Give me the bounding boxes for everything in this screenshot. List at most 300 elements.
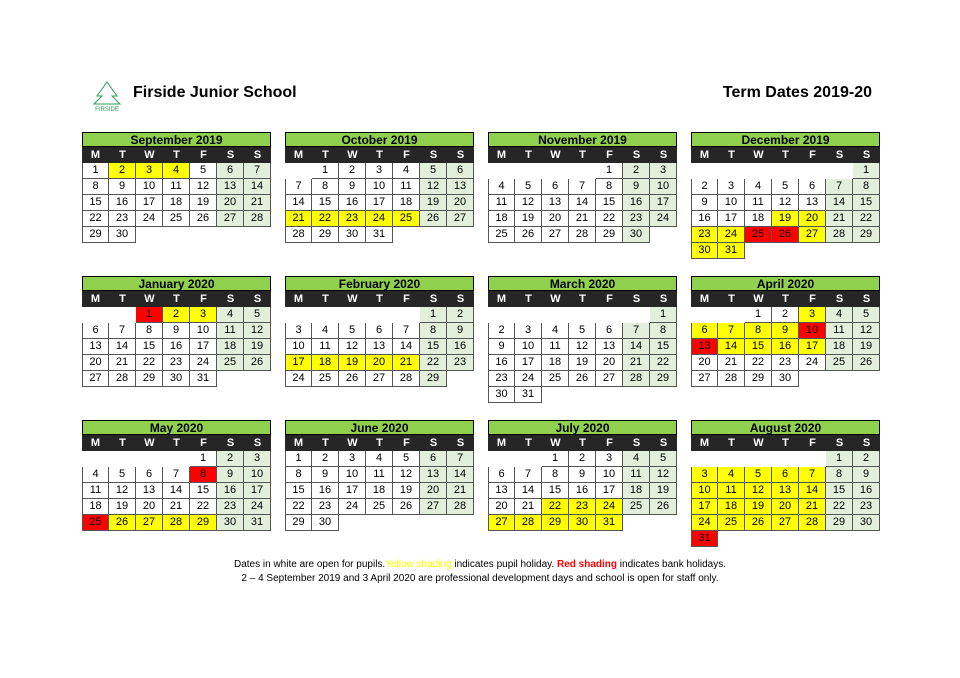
weekday-header: T	[772, 147, 799, 163]
day-cell: 1	[826, 451, 853, 467]
day-cell: 16	[772, 339, 799, 355]
empty-cell	[515, 307, 542, 323]
empty-cell	[515, 163, 542, 179]
day-cell: 14	[447, 467, 474, 483]
empty-cell	[691, 451, 718, 467]
day-cell: 2	[447, 307, 474, 323]
month-title: April 2020	[691, 276, 880, 291]
day-cell: 20	[447, 195, 474, 211]
month-days-grid	[488, 291, 677, 403]
day-cell: 9	[691, 195, 718, 211]
weekday-header: T	[366, 147, 393, 163]
weekday-header: S	[826, 147, 853, 163]
legend-end-text: indicates bank holidays.	[617, 559, 726, 570]
month-days-grid	[285, 435, 474, 531]
day-cell: 15	[826, 483, 853, 499]
weekday-header: T	[109, 435, 136, 451]
day-cell: 4	[718, 467, 745, 483]
day-cell: 26	[109, 515, 136, 531]
weekday-header: W	[745, 147, 772, 163]
weekday-header: S	[853, 291, 880, 307]
day-cell: 20	[691, 355, 718, 371]
weekday-header: S	[853, 147, 880, 163]
weekday-header: T	[718, 291, 745, 307]
day-cell: 14	[799, 483, 826, 499]
day-cell: 10	[339, 467, 366, 483]
weekday-header: S	[623, 435, 650, 451]
day-cell: 23	[853, 499, 880, 515]
month-calendar	[82, 276, 271, 387]
weekday-header: M	[82, 147, 109, 163]
day-cell: 4	[826, 307, 853, 323]
day-cell: 24	[339, 499, 366, 515]
month-title: February 2020	[285, 276, 474, 291]
weekday-header: T	[515, 435, 542, 451]
day-cell: 14	[718, 339, 745, 355]
weekday-header: S	[447, 291, 474, 307]
day-cell: 23	[691, 227, 718, 243]
day-cell: 14	[623, 339, 650, 355]
day-cell: 19	[745, 499, 772, 515]
day-cell: 12	[190, 179, 217, 195]
month-title: March 2020	[488, 276, 677, 291]
weekday-header: S	[623, 291, 650, 307]
day-cell: 28	[393, 371, 420, 387]
day-cell: 7	[285, 179, 312, 195]
calendar-grid	[82, 132, 882, 544]
month-days-grid	[82, 147, 271, 243]
empty-cell	[488, 307, 515, 323]
day-cell: 28	[799, 515, 826, 531]
weekday-header: M	[82, 291, 109, 307]
day-cell: 16	[691, 211, 718, 227]
day-cell: 26	[420, 211, 447, 227]
day-cell: 2	[569, 451, 596, 467]
month-title: November 2019	[488, 132, 677, 147]
day-cell: 15	[312, 195, 339, 211]
day-cell: 1	[542, 451, 569, 467]
empty-cell	[542, 307, 569, 323]
day-cell: 9	[569, 467, 596, 483]
day-cell: 9	[447, 323, 474, 339]
day-cell: 17	[650, 195, 677, 211]
day-cell: 4	[217, 307, 244, 323]
day-cell: 11	[366, 467, 393, 483]
day-cell: 28	[623, 371, 650, 387]
empty-cell	[745, 451, 772, 467]
day-cell: 30	[772, 371, 799, 387]
day-cell: 21	[447, 483, 474, 499]
day-cell: 14	[515, 483, 542, 499]
day-cell: 29	[853, 227, 880, 243]
weekday-header: T	[366, 291, 393, 307]
weekday-header: M	[488, 291, 515, 307]
empty-cell	[82, 451, 109, 467]
day-cell: 2	[163, 307, 190, 323]
legend-white-text: Dates in white are open for pupils.	[234, 559, 386, 570]
weekday-header: S	[244, 291, 271, 307]
day-cell: 12	[393, 467, 420, 483]
day-cell: 18	[826, 339, 853, 355]
day-cell: 29	[542, 515, 569, 531]
month-calendar	[285, 132, 474, 243]
day-cell: 19	[109, 499, 136, 515]
day-cell: 1	[312, 163, 339, 179]
day-cell: 25	[623, 499, 650, 515]
weekday-header: W	[542, 147, 569, 163]
day-cell: 16	[339, 195, 366, 211]
day-cell: 28	[109, 371, 136, 387]
weekday-header: T	[515, 147, 542, 163]
day-cell: 26	[745, 515, 772, 531]
day-cell: 21	[799, 499, 826, 515]
day-cell: 26	[853, 355, 880, 371]
day-cell: 30	[217, 515, 244, 531]
day-cell: 27	[691, 371, 718, 387]
day-cell: 5	[650, 451, 677, 467]
day-cell: 6	[596, 323, 623, 339]
weekday-header: T	[718, 147, 745, 163]
day-cell: 29	[82, 227, 109, 243]
day-cell: 8	[190, 467, 217, 483]
weekday-header: M	[488, 147, 515, 163]
day-cell: 16	[853, 483, 880, 499]
day-cell: 18	[488, 211, 515, 227]
day-cell: 22	[826, 499, 853, 515]
weekday-header: S	[217, 291, 244, 307]
month-calendar	[285, 420, 474, 531]
day-cell: 29	[826, 515, 853, 531]
day-cell: 6	[366, 323, 393, 339]
day-cell: 11	[718, 483, 745, 499]
day-cell: 17	[136, 195, 163, 211]
empty-cell	[799, 451, 826, 467]
day-cell: 12	[853, 323, 880, 339]
day-cell: 31	[718, 243, 745, 259]
day-cell: 8	[853, 179, 880, 195]
day-cell: 19	[420, 195, 447, 211]
month-title: January 2020	[82, 276, 271, 291]
weekday-header: T	[515, 291, 542, 307]
day-cell: 9	[312, 467, 339, 483]
empty-cell	[393, 307, 420, 323]
day-cell: 18	[366, 483, 393, 499]
day-cell: 3	[339, 451, 366, 467]
day-cell: 18	[718, 499, 745, 515]
weekday-header: S	[420, 291, 447, 307]
month-title: May 2020	[82, 420, 271, 435]
day-cell: 21	[826, 211, 853, 227]
weekday-header: F	[393, 147, 420, 163]
empty-cell	[339, 307, 366, 323]
day-cell: 8	[596, 179, 623, 195]
month-calendar	[488, 132, 677, 243]
day-cell: 2	[623, 163, 650, 179]
day-cell: 8	[420, 323, 447, 339]
month-days-grid	[691, 291, 880, 387]
day-cell: 9	[772, 323, 799, 339]
day-cell: 14	[109, 339, 136, 355]
day-cell: 13	[217, 179, 244, 195]
day-cell: 5	[569, 323, 596, 339]
weekday-header: T	[163, 147, 190, 163]
day-cell: 27	[420, 499, 447, 515]
day-cell: 29	[745, 371, 772, 387]
day-cell: 18	[542, 355, 569, 371]
day-cell: 18	[312, 355, 339, 371]
month-title: August 2020	[691, 420, 880, 435]
day-cell: 5	[109, 467, 136, 483]
page-title: Term Dates 2019-20	[722, 84, 872, 101]
weekday-header: F	[190, 147, 217, 163]
empty-cell	[772, 451, 799, 467]
month-calendar	[691, 132, 880, 259]
day-cell: 19	[190, 195, 217, 211]
day-cell: 30	[853, 515, 880, 531]
month-calendar	[691, 420, 880, 547]
day-cell: 24	[366, 211, 393, 227]
day-cell: 21	[109, 355, 136, 371]
day-cell: 8	[82, 179, 109, 195]
day-cell: 17	[285, 355, 312, 371]
day-cell: 15	[745, 339, 772, 355]
month-days-grid	[691, 435, 880, 547]
day-cell: 24	[244, 499, 271, 515]
legend-red-text: Red shading	[557, 559, 618, 570]
empty-cell	[569, 307, 596, 323]
day-cell: 19	[853, 339, 880, 355]
day-cell: 25	[82, 515, 109, 531]
day-cell: 2	[691, 179, 718, 195]
day-cell: 23	[109, 211, 136, 227]
day-cell: 14	[285, 195, 312, 211]
empty-cell	[718, 451, 745, 467]
day-cell: 28	[826, 227, 853, 243]
day-cell: 10	[136, 179, 163, 195]
weekday-header: W	[542, 435, 569, 451]
day-cell: 21	[244, 195, 271, 211]
day-cell: 13	[82, 339, 109, 355]
day-cell: 26	[244, 355, 271, 371]
day-cell: 25	[312, 371, 339, 387]
day-cell: 20	[217, 195, 244, 211]
school-logo	[88, 80, 126, 114]
day-cell: 25	[217, 355, 244, 371]
weekday-header: S	[447, 435, 474, 451]
day-cell: 2	[339, 163, 366, 179]
day-cell: 20	[799, 211, 826, 227]
day-cell: 25	[745, 227, 772, 243]
day-cell: 5	[244, 307, 271, 323]
weekday-header: F	[190, 291, 217, 307]
day-cell: 4	[82, 467, 109, 483]
day-cell: 3	[650, 163, 677, 179]
day-cell: 31	[190, 371, 217, 387]
day-cell: 17	[339, 483, 366, 499]
empty-cell	[691, 163, 718, 179]
day-cell: 12	[420, 179, 447, 195]
day-cell: 13	[488, 483, 515, 499]
day-cell: 9	[853, 467, 880, 483]
weekday-header: W	[339, 435, 366, 451]
day-cell: 11	[163, 179, 190, 195]
day-cell: 17	[515, 355, 542, 371]
day-cell: 14	[163, 483, 190, 499]
day-cell: 10	[244, 467, 271, 483]
day-cell: 1	[650, 307, 677, 323]
month-days-grid	[488, 147, 677, 243]
day-cell: 22	[650, 355, 677, 371]
day-cell: 6	[217, 163, 244, 179]
weekday-header: S	[420, 435, 447, 451]
day-cell: 25	[163, 211, 190, 227]
day-cell: 14	[826, 195, 853, 211]
day-cell: 23	[339, 211, 366, 227]
day-cell: 22	[420, 355, 447, 371]
day-cell: 12	[745, 483, 772, 499]
empty-cell	[691, 307, 718, 323]
weekday-header: T	[109, 147, 136, 163]
day-cell: 27	[447, 211, 474, 227]
day-cell: 8	[745, 323, 772, 339]
day-cell: 21	[515, 499, 542, 515]
month-calendar	[488, 276, 677, 403]
weekday-header: W	[136, 147, 163, 163]
weekday-header: S	[623, 147, 650, 163]
day-cell: 13	[772, 483, 799, 499]
day-cell: 18	[623, 483, 650, 499]
weekday-header: W	[339, 147, 366, 163]
day-cell: 15	[136, 339, 163, 355]
day-cell: 24	[596, 499, 623, 515]
day-cell: 26	[515, 227, 542, 243]
weekday-header: T	[312, 147, 339, 163]
month-days-grid	[82, 291, 271, 387]
day-cell: 5	[339, 323, 366, 339]
day-cell: 17	[190, 339, 217, 355]
weekday-header: T	[312, 435, 339, 451]
weekday-header: M	[691, 147, 718, 163]
day-cell: 12	[244, 323, 271, 339]
day-cell: 17	[691, 499, 718, 515]
day-cell: 7	[447, 451, 474, 467]
month-days-grid	[691, 147, 880, 259]
weekday-header: T	[366, 435, 393, 451]
day-cell: 23	[447, 355, 474, 371]
day-cell: 22	[596, 211, 623, 227]
day-cell: 25	[542, 371, 569, 387]
empty-cell	[163, 451, 190, 467]
weekday-header: S	[650, 435, 677, 451]
weekday-header: F	[799, 147, 826, 163]
day-cell: 10	[718, 195, 745, 211]
day-cell: 12	[569, 339, 596, 355]
day-cell: 11	[745, 195, 772, 211]
day-cell: 3	[799, 307, 826, 323]
day-cell: 30	[109, 227, 136, 243]
weekday-header: T	[718, 435, 745, 451]
day-cell: 5	[772, 179, 799, 195]
day-cell: 3	[515, 323, 542, 339]
day-cell: 5	[515, 179, 542, 195]
day-cell: 30	[691, 243, 718, 259]
weekday-header: F	[596, 147, 623, 163]
day-cell: 8	[285, 467, 312, 483]
day-cell: 1	[420, 307, 447, 323]
day-cell: 17	[244, 483, 271, 499]
day-cell: 13	[799, 195, 826, 211]
day-cell: 23	[312, 499, 339, 515]
month-days-grid	[285, 291, 474, 387]
day-cell: 5	[745, 467, 772, 483]
weekday-header: W	[136, 435, 163, 451]
legend-yellow-text: Yellow shading	[385, 559, 452, 570]
day-cell: 14	[569, 195, 596, 211]
day-cell: 24	[285, 371, 312, 387]
day-cell: 3	[285, 323, 312, 339]
day-cell: 10	[515, 339, 542, 355]
day-cell: 1	[745, 307, 772, 323]
legend-line-2: 2 – 4 September 2019 and 3 April 2020 are professional development days and school is open for staff only.	[241, 573, 719, 584]
day-cell: 29	[136, 371, 163, 387]
weekday-header: F	[393, 435, 420, 451]
empty-cell	[285, 307, 312, 323]
day-cell: 19	[650, 483, 677, 499]
day-cell: 1	[82, 163, 109, 179]
day-cell: 20	[542, 211, 569, 227]
weekday-header: W	[339, 291, 366, 307]
day-cell: 16	[109, 195, 136, 211]
day-cell: 7	[244, 163, 271, 179]
month-title: October 2019	[285, 132, 474, 147]
weekday-header: F	[596, 291, 623, 307]
day-cell: 30	[339, 227, 366, 243]
empty-cell	[285, 163, 312, 179]
empty-cell	[596, 307, 623, 323]
day-cell: 20	[136, 499, 163, 515]
month-days-grid	[82, 435, 271, 531]
day-cell: 31	[515, 387, 542, 403]
day-cell: 23	[163, 355, 190, 371]
day-cell: 3	[718, 179, 745, 195]
day-cell: 23	[623, 211, 650, 227]
day-cell: 27	[596, 371, 623, 387]
day-cell: 27	[488, 515, 515, 531]
day-cell: 13	[596, 339, 623, 355]
day-cell: 18	[745, 211, 772, 227]
day-cell: 8	[826, 467, 853, 483]
weekday-header: T	[772, 291, 799, 307]
day-cell: 22	[285, 499, 312, 515]
day-cell: 6	[447, 163, 474, 179]
empty-cell	[109, 451, 136, 467]
day-cell: 25	[718, 515, 745, 531]
weekday-header: M	[691, 291, 718, 307]
day-cell: 22	[136, 355, 163, 371]
day-cell: 11	[542, 339, 569, 355]
day-cell: 14	[393, 339, 420, 355]
day-cell: 30	[488, 387, 515, 403]
weekday-header: M	[488, 435, 515, 451]
day-cell: 14	[244, 179, 271, 195]
day-cell: 6	[799, 179, 826, 195]
day-cell: 4	[163, 163, 190, 179]
day-cell: 27	[366, 371, 393, 387]
day-cell: 19	[569, 355, 596, 371]
day-cell: 8	[312, 179, 339, 195]
weekday-header: W	[745, 291, 772, 307]
day-cell: 12	[650, 467, 677, 483]
